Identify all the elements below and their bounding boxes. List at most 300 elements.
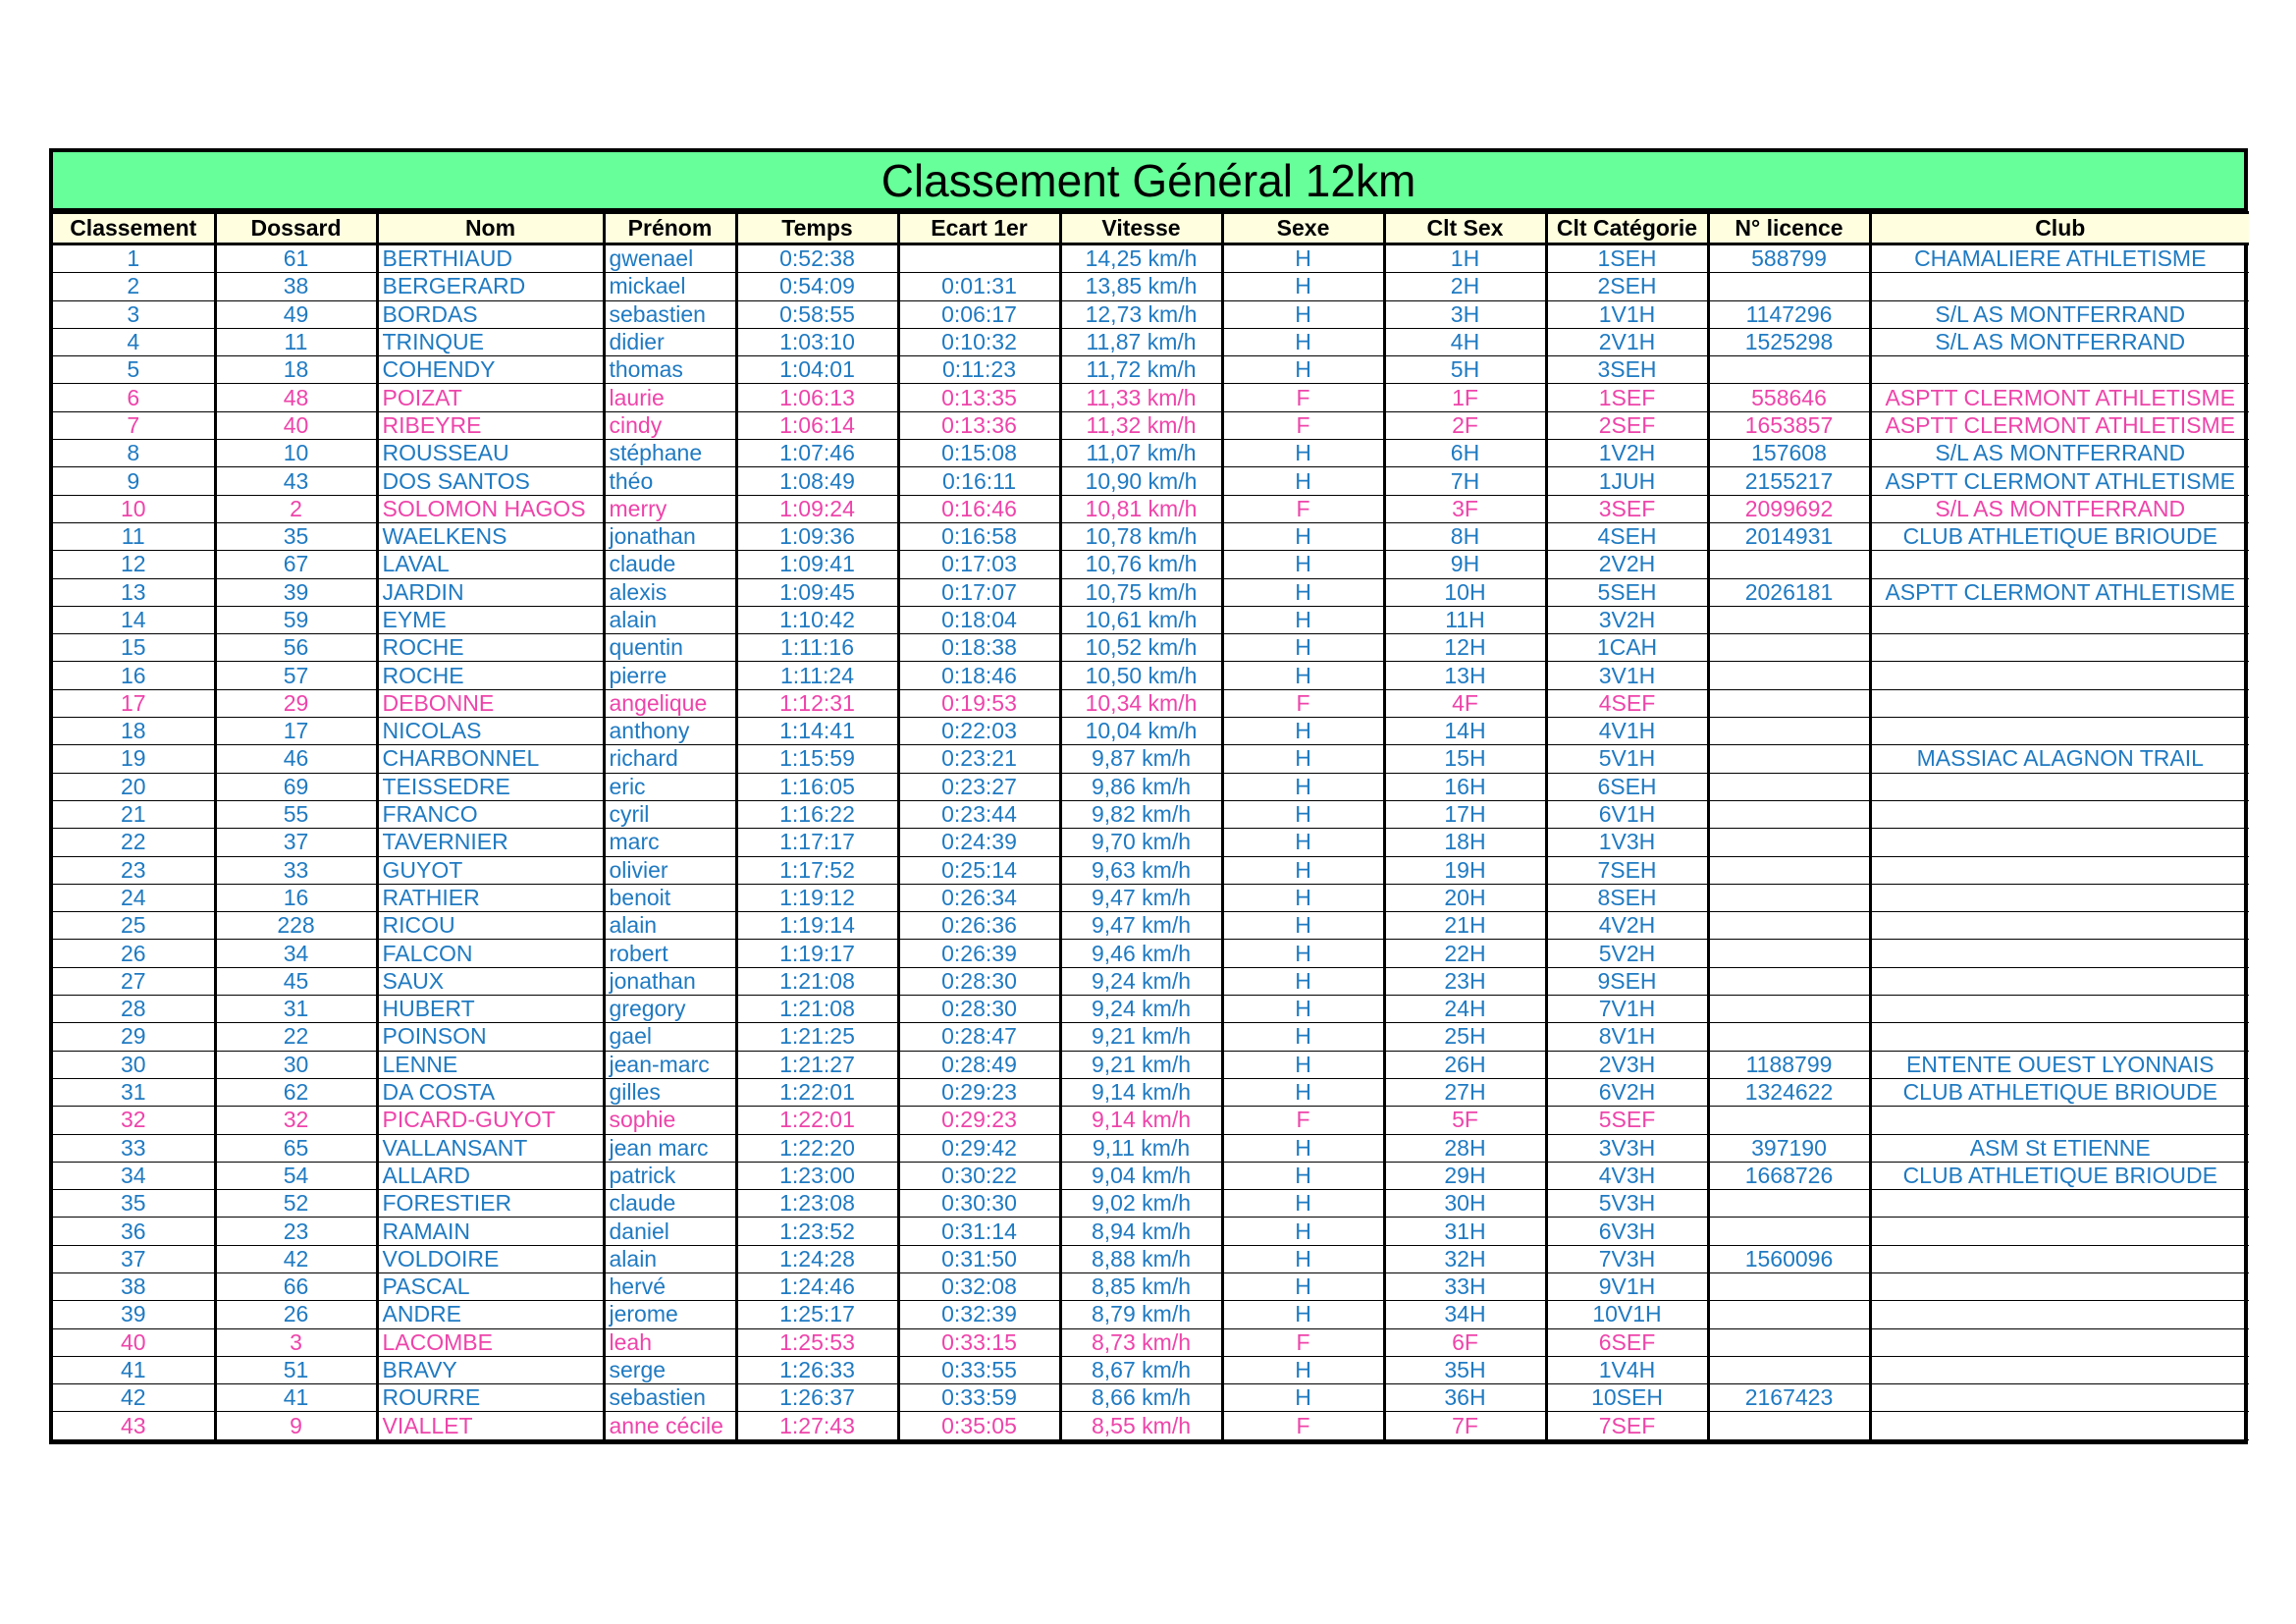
table-row <box>53 940 2249 967</box>
cell-vitesse: 9,87 km/h <box>1060 745 1222 773</box>
cell-temps: 1:19:17 <box>736 940 898 967</box>
cell-prenom: quentin <box>604 634 736 662</box>
cell-clt-categorie: 2V2H <box>1546 551 1708 578</box>
cell-temps: 1:08:49 <box>736 467 898 495</box>
table-row <box>53 1134 2249 1162</box>
cell-vitesse: 9,21 km/h <box>1060 1023 1222 1051</box>
cell-club <box>1870 940 2249 967</box>
cell-vitesse: 10,34 km/h <box>1060 689 1222 717</box>
cell-nom: SOLOMON HAGOS <box>377 495 604 522</box>
header-row <box>53 213 2249 244</box>
cell-nom: LENNE <box>377 1051 604 1078</box>
cell-temps: 1:21:08 <box>736 996 898 1023</box>
cell-club <box>1870 1218 2249 1245</box>
cell-clt-sex: 17H <box>1384 800 1546 828</box>
cell-sexe: H <box>1222 1162 1384 1189</box>
cell-vitesse: 9,21 km/h <box>1060 1051 1222 1078</box>
cell-temps: 1:23:08 <box>736 1190 898 1218</box>
cell-prenom: angelique <box>604 689 736 717</box>
cell-nom: ANDRE <box>377 1301 604 1328</box>
cell-prenom: thomas <box>604 356 736 384</box>
cell-dossard: 228 <box>215 912 377 940</box>
cell-licence <box>1708 940 1870 967</box>
cell-clt-sex: 3H <box>1384 300 1546 328</box>
cell-clt-sex: 1F <box>1384 384 1546 411</box>
cell-nom: CHARBONNEL <box>377 745 604 773</box>
table-row <box>53 1328 2249 1356</box>
cell-sexe: H <box>1222 606 1384 633</box>
cell-clt-categorie: 7SEF <box>1546 1412 1708 1439</box>
cell-nom: ROURRE <box>377 1384 604 1412</box>
cell-licence <box>1708 356 1870 384</box>
cell-temps: 1:07:46 <box>736 440 898 467</box>
cell-sexe: H <box>1222 1384 1384 1412</box>
cell-club: CLUB ATHLETIQUE BRIOUDE <box>1870 1162 2249 1189</box>
cell-classement: 39 <box>53 1301 215 1328</box>
cell-club: CLUB ATHLETIQUE BRIOUDE <box>1870 1078 2249 1106</box>
cell-ecart: 0:16:11 <box>898 467 1060 495</box>
cell-vitesse: 10,81 km/h <box>1060 495 1222 522</box>
cell-temps: 1:26:37 <box>736 1384 898 1412</box>
cell-dossard: 9 <box>215 1412 377 1439</box>
cell-vitesse: 9,11 km/h <box>1060 1134 1222 1162</box>
cell-sexe: H <box>1222 467 1384 495</box>
cell-sexe: F <box>1222 1107 1384 1134</box>
cell-dossard: 23 <box>215 1218 377 1245</box>
cell-sexe: H <box>1222 1051 1384 1078</box>
cell-temps: 1:23:00 <box>736 1162 898 1189</box>
cell-prenom: anthony <box>604 718 736 745</box>
cell-clt-sex: 5H <box>1384 356 1546 384</box>
cell-clt-sex: 2H <box>1384 273 1546 300</box>
cell-sexe: H <box>1222 328 1384 355</box>
cell-dossard: 35 <box>215 522 377 550</box>
cell-prenom: jerome <box>604 1301 736 1328</box>
cell-sexe: H <box>1222 829 1384 856</box>
cell-licence <box>1708 1190 1870 1218</box>
cell-ecart: 0:32:39 <box>898 1301 1060 1328</box>
table-row <box>53 356 2249 384</box>
cell-licence <box>1708 829 1870 856</box>
cell-dossard: 67 <box>215 551 377 578</box>
cell-ecart: 0:28:49 <box>898 1051 1060 1078</box>
cell-dossard: 10 <box>215 440 377 467</box>
cell-vitesse: 8,66 km/h <box>1060 1384 1222 1412</box>
cell-clt-sex: 25H <box>1384 1023 1546 1051</box>
cell-classement: 34 <box>53 1162 215 1189</box>
cell-ecart: 0:26:39 <box>898 940 1060 967</box>
cell-sexe: H <box>1222 1078 1384 1106</box>
cell-temps: 1:11:24 <box>736 662 898 689</box>
cell-clt-sex: 3F <box>1384 495 1546 522</box>
cell-club <box>1870 634 2249 662</box>
cell-licence: 1560096 <box>1708 1245 1870 1272</box>
cell-clt-categorie: 6SEF <box>1546 1328 1708 1356</box>
cell-clt-categorie: 7SEH <box>1546 856 1708 884</box>
cell-dossard: 61 <box>215 244 377 273</box>
cell-classement: 32 <box>53 1107 215 1134</box>
cell-temps: 1:12:31 <box>736 689 898 717</box>
cell-prenom: pierre <box>604 662 736 689</box>
cell-classement: 42 <box>53 1384 215 1412</box>
cell-temps: 1:19:12 <box>736 884 898 911</box>
cell-temps: 1:27:43 <box>736 1412 898 1439</box>
cell-nom: FORESTIER <box>377 1190 604 1218</box>
cell-club <box>1870 718 2249 745</box>
cell-vitesse: 11,32 km/h <box>1060 411 1222 439</box>
cell-nom: PASCAL <box>377 1272 604 1300</box>
cell-classement: 26 <box>53 940 215 967</box>
cell-temps: 1:23:52 <box>736 1218 898 1245</box>
cell-ecart: 0:26:36 <box>898 912 1060 940</box>
cell-sexe: H <box>1222 1134 1384 1162</box>
cell-club <box>1870 967 2249 995</box>
cell-classement: 1 <box>53 244 215 273</box>
cell-nom: POIZAT <box>377 384 604 411</box>
cell-nom: ALLARD <box>377 1162 604 1189</box>
cell-nom: DA COSTA <box>377 1078 604 1106</box>
cell-vitesse: 14,25 km/h <box>1060 244 1222 273</box>
cell-licence <box>1708 1272 1870 1300</box>
cell-clt-categorie: 1SEF <box>1546 384 1708 411</box>
cell-clt-sex: 26H <box>1384 1051 1546 1078</box>
cell-clt-categorie: 4SEF <box>1546 689 1708 717</box>
cell-ecart: 0:13:36 <box>898 411 1060 439</box>
cell-clt-sex: 6H <box>1384 440 1546 467</box>
cell-clt-sex: 11H <box>1384 606 1546 633</box>
cell-classement: 31 <box>53 1078 215 1106</box>
cell-nom: FALCON <box>377 940 604 967</box>
cell-club <box>1870 800 2249 828</box>
cell-club <box>1870 662 2249 689</box>
cell-licence: 1668726 <box>1708 1162 1870 1189</box>
cell-prenom: cindy <box>604 411 736 439</box>
table-row <box>53 300 2249 328</box>
cell-dossard: 48 <box>215 384 377 411</box>
results-sheet <box>49 148 2248 1444</box>
cell-prenom: robert <box>604 940 736 967</box>
cell-licence: 1653857 <box>1708 411 1870 439</box>
table-row <box>53 996 2249 1023</box>
cell-sexe: H <box>1222 273 1384 300</box>
cell-clt-sex: 30H <box>1384 1190 1546 1218</box>
cell-club: S/L AS MONTFERRAND <box>1870 300 2249 328</box>
cell-sexe: F <box>1222 411 1384 439</box>
cell-club <box>1870 273 2249 300</box>
cell-clt-sex: 27H <box>1384 1078 1546 1106</box>
cell-classement: 41 <box>53 1356 215 1383</box>
cell-licence <box>1708 1328 1870 1356</box>
cell-vitesse: 8,67 km/h <box>1060 1356 1222 1383</box>
cell-temps: 1:06:14 <box>736 411 898 439</box>
cell-temps: 1:26:33 <box>736 1356 898 1383</box>
cell-clt-sex: 19H <box>1384 856 1546 884</box>
cell-licence: 558646 <box>1708 384 1870 411</box>
cell-nom: EYME <box>377 606 604 633</box>
cell-club <box>1870 1272 2249 1300</box>
cell-vitesse: 9,63 km/h <box>1060 856 1222 884</box>
cell-ecart: 0:18:46 <box>898 662 1060 689</box>
cell-nom: COHENDY <box>377 356 604 384</box>
cell-prenom: gael <box>604 1023 736 1051</box>
cell-classement: 16 <box>53 662 215 689</box>
cell-classement: 13 <box>53 578 215 606</box>
cell-classement: 23 <box>53 856 215 884</box>
cell-vitesse: 8,94 km/h <box>1060 1218 1222 1245</box>
cell-temps: 1:11:16 <box>736 634 898 662</box>
cell-licence: 2014931 <box>1708 522 1870 550</box>
cell-licence <box>1708 273 1870 300</box>
cell-sexe: H <box>1222 912 1384 940</box>
cell-dossard: 2 <box>215 495 377 522</box>
cell-club: ASPTT CLERMONT ATHLETISME <box>1870 578 2249 606</box>
cell-club: MASSIAC ALAGNON TRAIL <box>1870 745 2249 773</box>
cell-vitesse: 10,50 km/h <box>1060 662 1222 689</box>
cell-temps: 1:22:01 <box>736 1107 898 1134</box>
cell-club <box>1870 996 2249 1023</box>
cell-dossard: 65 <box>215 1134 377 1162</box>
cell-classement: 5 <box>53 356 215 384</box>
cell-dossard: 29 <box>215 689 377 717</box>
cell-ecart: 0:29:42 <box>898 1134 1060 1162</box>
table-row <box>53 1218 2249 1245</box>
cell-sexe: F <box>1222 495 1384 522</box>
cell-temps: 1:09:41 <box>736 551 898 578</box>
cell-temps: 1:17:17 <box>736 829 898 856</box>
table-row <box>53 967 2249 995</box>
cell-clt-categorie: 1V2H <box>1546 440 1708 467</box>
table-row <box>53 1245 2249 1272</box>
cell-clt-sex: 31H <box>1384 1218 1546 1245</box>
cell-club <box>1870 1356 2249 1383</box>
cell-classement: 7 <box>53 411 215 439</box>
cell-clt-categorie: 9SEH <box>1546 967 1708 995</box>
table-row <box>53 1272 2249 1300</box>
cell-clt-categorie: 3SEF <box>1546 495 1708 522</box>
cell-licence <box>1708 634 1870 662</box>
cell-classement: 11 <box>53 522 215 550</box>
cell-licence <box>1708 912 1870 940</box>
cell-nom: VOLDOIRE <box>377 1245 604 1272</box>
cell-vitesse: 9,47 km/h <box>1060 912 1222 940</box>
cell-club: ASPTT CLERMONT ATHLETISME <box>1870 467 2249 495</box>
cell-prenom: alexis <box>604 578 736 606</box>
cell-prenom: merry <box>604 495 736 522</box>
cell-prenom: jean marc <box>604 1134 736 1162</box>
cell-nom: BRAVY <box>377 1356 604 1383</box>
cell-nom: VIALLET <box>377 1412 604 1439</box>
cell-licence <box>1708 718 1870 745</box>
cell-licence <box>1708 856 1870 884</box>
cell-temps: 1:04:01 <box>736 356 898 384</box>
cell-temps: 1:22:01 <box>736 1078 898 1106</box>
cell-dossard: 57 <box>215 662 377 689</box>
table-row <box>53 773 2249 800</box>
cell-ecart: 0:11:23 <box>898 356 1060 384</box>
cell-dossard: 69 <box>215 773 377 800</box>
cell-temps: 1:21:25 <box>736 1023 898 1051</box>
cell-clt-sex: 20H <box>1384 884 1546 911</box>
cell-sexe: F <box>1222 689 1384 717</box>
table-row <box>53 800 2249 828</box>
cell-dossard: 42 <box>215 1245 377 1272</box>
cell-vitesse: 11,87 km/h <box>1060 328 1222 355</box>
table-row <box>53 912 2249 940</box>
cell-ecart: 0:30:22 <box>898 1162 1060 1189</box>
cell-clt-categorie: 5V3H <box>1546 1190 1708 1218</box>
cell-ecart: 0:23:21 <box>898 745 1060 773</box>
cell-licence: 157608 <box>1708 440 1870 467</box>
cell-nom: PICARD-GUYOT <box>377 1107 604 1134</box>
table-row <box>53 495 2249 522</box>
cell-licence <box>1708 884 1870 911</box>
cell-dossard: 55 <box>215 800 377 828</box>
cell-ecart: 0:28:30 <box>898 967 1060 995</box>
cell-prenom: gilles <box>604 1078 736 1106</box>
cell-dossard: 18 <box>215 356 377 384</box>
cell-prenom: alain <box>604 606 736 633</box>
cell-clt-sex: 4H <box>1384 328 1546 355</box>
cell-clt-sex: 22H <box>1384 940 1546 967</box>
cell-vitesse: 8,88 km/h <box>1060 1245 1222 1272</box>
cell-ecart: 0:16:58 <box>898 522 1060 550</box>
cell-temps: 0:52:38 <box>736 244 898 273</box>
cell-prenom: alain <box>604 912 736 940</box>
cell-ecart: 0:18:38 <box>898 634 1060 662</box>
cell-nom: RICOU <box>377 912 604 940</box>
cell-clt-categorie: 4V1H <box>1546 718 1708 745</box>
cell-clt-sex: 6F <box>1384 1328 1546 1356</box>
cell-classement: 12 <box>53 551 215 578</box>
cell-vitesse: 12,73 km/h <box>1060 300 1222 328</box>
cell-clt-categorie: 2V1H <box>1546 328 1708 355</box>
cell-clt-categorie: 5V2H <box>1546 940 1708 967</box>
cell-temps: 1:09:36 <box>736 522 898 550</box>
cell-licence: 397190 <box>1708 1134 1870 1162</box>
cell-club <box>1870 912 2249 940</box>
cell-classement: 9 <box>53 467 215 495</box>
cell-sexe: H <box>1222 356 1384 384</box>
cell-nom: TEISSEDRE <box>377 773 604 800</box>
cell-vitesse: 9,82 km/h <box>1060 800 1222 828</box>
cell-classement: 10 <box>53 495 215 522</box>
col-header-dossard: Dossard <box>215 213 377 244</box>
cell-ecart: 0:29:23 <box>898 1107 1060 1134</box>
cell-vitesse: 9,86 km/h <box>1060 773 1222 800</box>
cell-ecart: 0:23:44 <box>898 800 1060 828</box>
cell-sexe: F <box>1222 1328 1384 1356</box>
cell-ecart: 0:17:03 <box>898 551 1060 578</box>
cell-club: ENTENTE OUEST LYONNAIS <box>1870 1051 2249 1078</box>
col-header-temps: Temps <box>736 213 898 244</box>
cell-licence: 1188799 <box>1708 1051 1870 1078</box>
table-row <box>53 578 2249 606</box>
cell-vitesse: 10,52 km/h <box>1060 634 1222 662</box>
cell-clt-sex: 12H <box>1384 634 1546 662</box>
cell-dossard: 59 <box>215 606 377 633</box>
cell-club <box>1870 1190 2249 1218</box>
cell-temps: 1:17:52 <box>736 856 898 884</box>
cell-ecart: 0:31:50 <box>898 1245 1060 1272</box>
cell-club <box>1870 1301 2249 1328</box>
cell-clt-categorie: 1V1H <box>1546 300 1708 328</box>
cell-ecart: 0:25:14 <box>898 856 1060 884</box>
cell-vitesse: 9,14 km/h <box>1060 1078 1222 1106</box>
cell-classement: 28 <box>53 996 215 1023</box>
cell-vitesse: 11,33 km/h <box>1060 384 1222 411</box>
cell-clt-sex: 13H <box>1384 662 1546 689</box>
cell-licence: 1147296 <box>1708 300 1870 328</box>
cell-sexe: H <box>1222 551 1384 578</box>
cell-sexe: H <box>1222 300 1384 328</box>
cell-classement: 4 <box>53 328 215 355</box>
table-row <box>53 328 2249 355</box>
cell-nom: HUBERT <box>377 996 604 1023</box>
cell-ecart <box>898 244 1060 273</box>
cell-prenom: claude <box>604 551 736 578</box>
cell-ecart: 0:01:31 <box>898 273 1060 300</box>
cell-clt-sex: 33H <box>1384 1272 1546 1300</box>
cell-nom: BORDAS <box>377 300 604 328</box>
cell-prenom: jonathan <box>604 967 736 995</box>
cell-nom: DOS SANTOS <box>377 467 604 495</box>
cell-clt-categorie: 8SEH <box>1546 884 1708 911</box>
cell-sexe: H <box>1222 522 1384 550</box>
cell-nom: LACOMBE <box>377 1328 604 1356</box>
cell-vitesse: 9,24 km/h <box>1060 967 1222 995</box>
cell-prenom: théo <box>604 467 736 495</box>
cell-clt-categorie: 4V2H <box>1546 912 1708 940</box>
cell-club <box>1870 856 2249 884</box>
cell-nom: RIBEYRE <box>377 411 604 439</box>
cell-ecart: 0:13:35 <box>898 384 1060 411</box>
cell-ecart: 0:15:08 <box>898 440 1060 467</box>
cell-dossard: 39 <box>215 578 377 606</box>
cell-clt-sex: 36H <box>1384 1384 1546 1412</box>
cell-licence: 2155217 <box>1708 467 1870 495</box>
cell-classement: 30 <box>53 1051 215 1078</box>
cell-sexe: H <box>1222 1218 1384 1245</box>
cell-clt-categorie: 6V2H <box>1546 1078 1708 1106</box>
cell-nom: NICOLAS <box>377 718 604 745</box>
table-row <box>53 1023 2249 1051</box>
cell-vitesse: 10,75 km/h <box>1060 578 1222 606</box>
cell-temps: 1:06:13 <box>736 384 898 411</box>
cell-dossard: 46 <box>215 745 377 773</box>
cell-clt-categorie: 2V3H <box>1546 1051 1708 1078</box>
cell-clt-categorie: 7V3H <box>1546 1245 1708 1272</box>
cell-clt-sex: 21H <box>1384 912 1546 940</box>
cell-prenom: sebastien <box>604 300 736 328</box>
cell-temps: 1:21:27 <box>736 1051 898 1078</box>
cell-dossard: 17 <box>215 718 377 745</box>
cell-nom: VALLANSANT <box>377 1134 604 1162</box>
cell-licence: 2026181 <box>1708 578 1870 606</box>
cell-dossard: 16 <box>215 884 377 911</box>
cell-dossard: 41 <box>215 1384 377 1412</box>
cell-ecart: 0:32:08 <box>898 1272 1060 1300</box>
cell-club: ASPTT CLERMONT ATHLETISME <box>1870 411 2249 439</box>
table-row <box>53 1078 2249 1106</box>
table-row <box>53 829 2249 856</box>
cell-temps: 1:16:05 <box>736 773 898 800</box>
col-header-clt-categorie: Clt Catégorie <box>1546 213 1708 244</box>
table-row <box>53 411 2249 439</box>
cell-nom: LAVAL <box>377 551 604 578</box>
cell-temps: 1:21:08 <box>736 967 898 995</box>
cell-sexe: H <box>1222 244 1384 273</box>
cell-dossard: 62 <box>215 1078 377 1106</box>
